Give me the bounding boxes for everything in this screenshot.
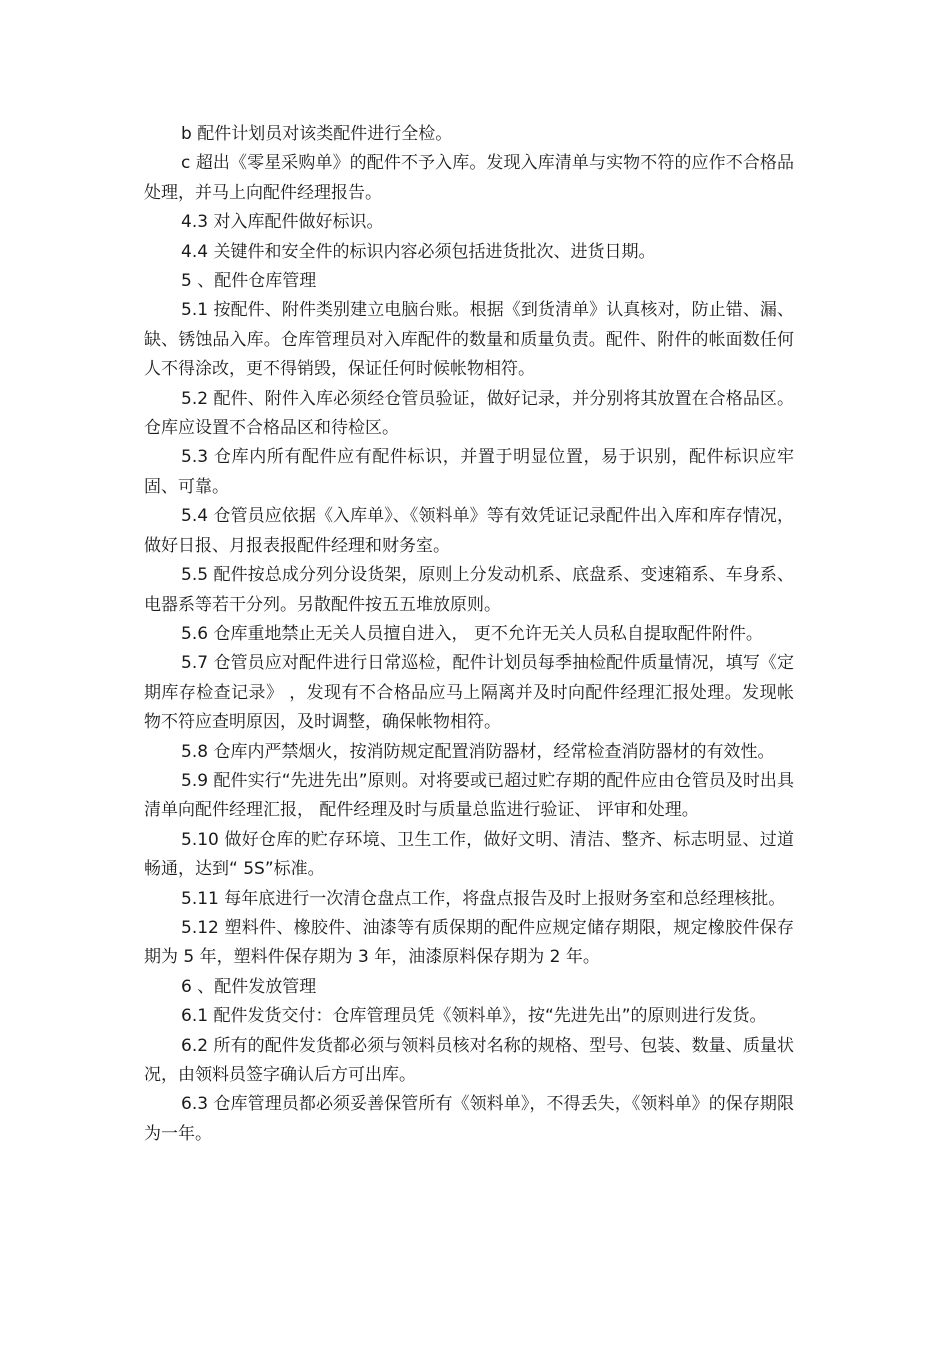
paragraph-5-9: 5.9 配件实行“先进先出”原则。对将要或已超过贮存期的配件应由仓管员及时出具清单向配件经理汇报， 配件经理及时与质量总监进行验证、 评审和处理。 bbox=[144, 770, 794, 821]
paragraph-5-8: 5.8 仓库内严禁烟火，按消防规定配置消防器材，经常检查消防器材的有效性。 bbox=[181, 741, 775, 762]
paragraph-5-1: 5.1 按配件、附件类别建立电脑台账。根据《到货清单》认真核对，防止错、漏、缺、锈蚀品入库。仓库管理员对入库配件的数量和质量负责。配件、附件的帐面数任何人不得涂改，更不得销毁，保证任何时候帐物相符。 bbox=[144, 300, 794, 380]
paragraph-4-4: 4.4 关键件和安全件的标识内容必须包括进货批次、进货日期。 bbox=[181, 241, 656, 262]
paragraph-c-reject-over-order: c 超出《零星采购单》的配件不予入库。发现入库清单与实物不符的应作不合格品处理，并马上向配件经理报告。 bbox=[144, 153, 794, 203]
paragraph-5-12: 5.12 塑料件、橡胶件、油漆等有质保期的配件应规定储存期限，规定橡胶件保存期为 5 年，塑料件保存期为 3 年，油漆原料保存期为 2 年。 bbox=[144, 917, 794, 968]
paragraph-5-5: 5.5 配件按总成分列分设货架，原则上分发动机系、底盘系、变速箱系、车身系、电器系等若干分列。另散配件按五五堆放原则。 bbox=[144, 565, 794, 615]
paragraph-5-3: 5.3 仓库内所有配件应有配件标识，并置于明显位置，易于识别，配件标识应牢固、可靠。 bbox=[144, 447, 794, 497]
paragraph-5-11: 5.11 每年底进行一次清仓盘点工作，将盘点报告及时上报财务室和总经理核批。 bbox=[181, 888, 786, 909]
paragraph-6-1: 6.1 配件发货交付：仓库管理员凭《领料单》，按“先进先出”的原则进行发货。 bbox=[181, 1006, 767, 1027]
paragraph-5-6: 5.6 仓库重地禁止无关人员擅自进入， 更不允许无关人员私自提取配件附件。 bbox=[181, 623, 763, 644]
paragraph-6-2: 6.2 所有的配件发货都必须与领料员核对名称的规格、型号、包装、数量、质量状况，由领料员签字确认后方可出库。 bbox=[144, 1035, 794, 1085]
paragraph-4-3: 4.3 对入库配件做好标识。 bbox=[181, 212, 384, 233]
paragraph-5-2: 5.2 配件、附件入库必须经仓管员验证，做好记录，并分别将其放置在合格品区。仓库应设置不合格品区和待检区。 bbox=[144, 388, 794, 439]
section-heading-6: 6 、配件发放管理 bbox=[181, 976, 317, 997]
paragraph-6-3: 6.3 仓库管理员都必须妥善保管所有《领料单》，不得丢失，《领料单》的保存期限为一年。 bbox=[144, 1094, 794, 1144]
paragraph-b-full-inspection: b 配件计划员对该类配件进行全检。 bbox=[181, 124, 453, 144]
paragraph-5-10: 5.10 做好仓库的贮存环境、卫生工作，做好文明、清洁、整齐、标志明显、过道畅通，达到“ 5S”标准。 bbox=[144, 829, 794, 880]
paragraph-5-7: 5.7 仓管员应对配件进行日常巡检，配件计划员每季抽检配件质量情况，填写《定期库存检查记录》 ，发现有不合格品应马上隔离并及时向配件经理汇报处理。发现帐物不符应查明原因，及时调整，确保帐物相符。 bbox=[144, 653, 794, 733]
section-heading-5: 5 、配件仓库管理 bbox=[181, 271, 317, 292]
paragraph-5-4: 5.4 仓管员应依据《入库单》、《领料单》等有效凭证记录配件出入库和库存情况，做好日报、月报表报配件经理和财务室。 bbox=[144, 506, 794, 556]
document-body bbox=[144, 120, 794, 1149]
